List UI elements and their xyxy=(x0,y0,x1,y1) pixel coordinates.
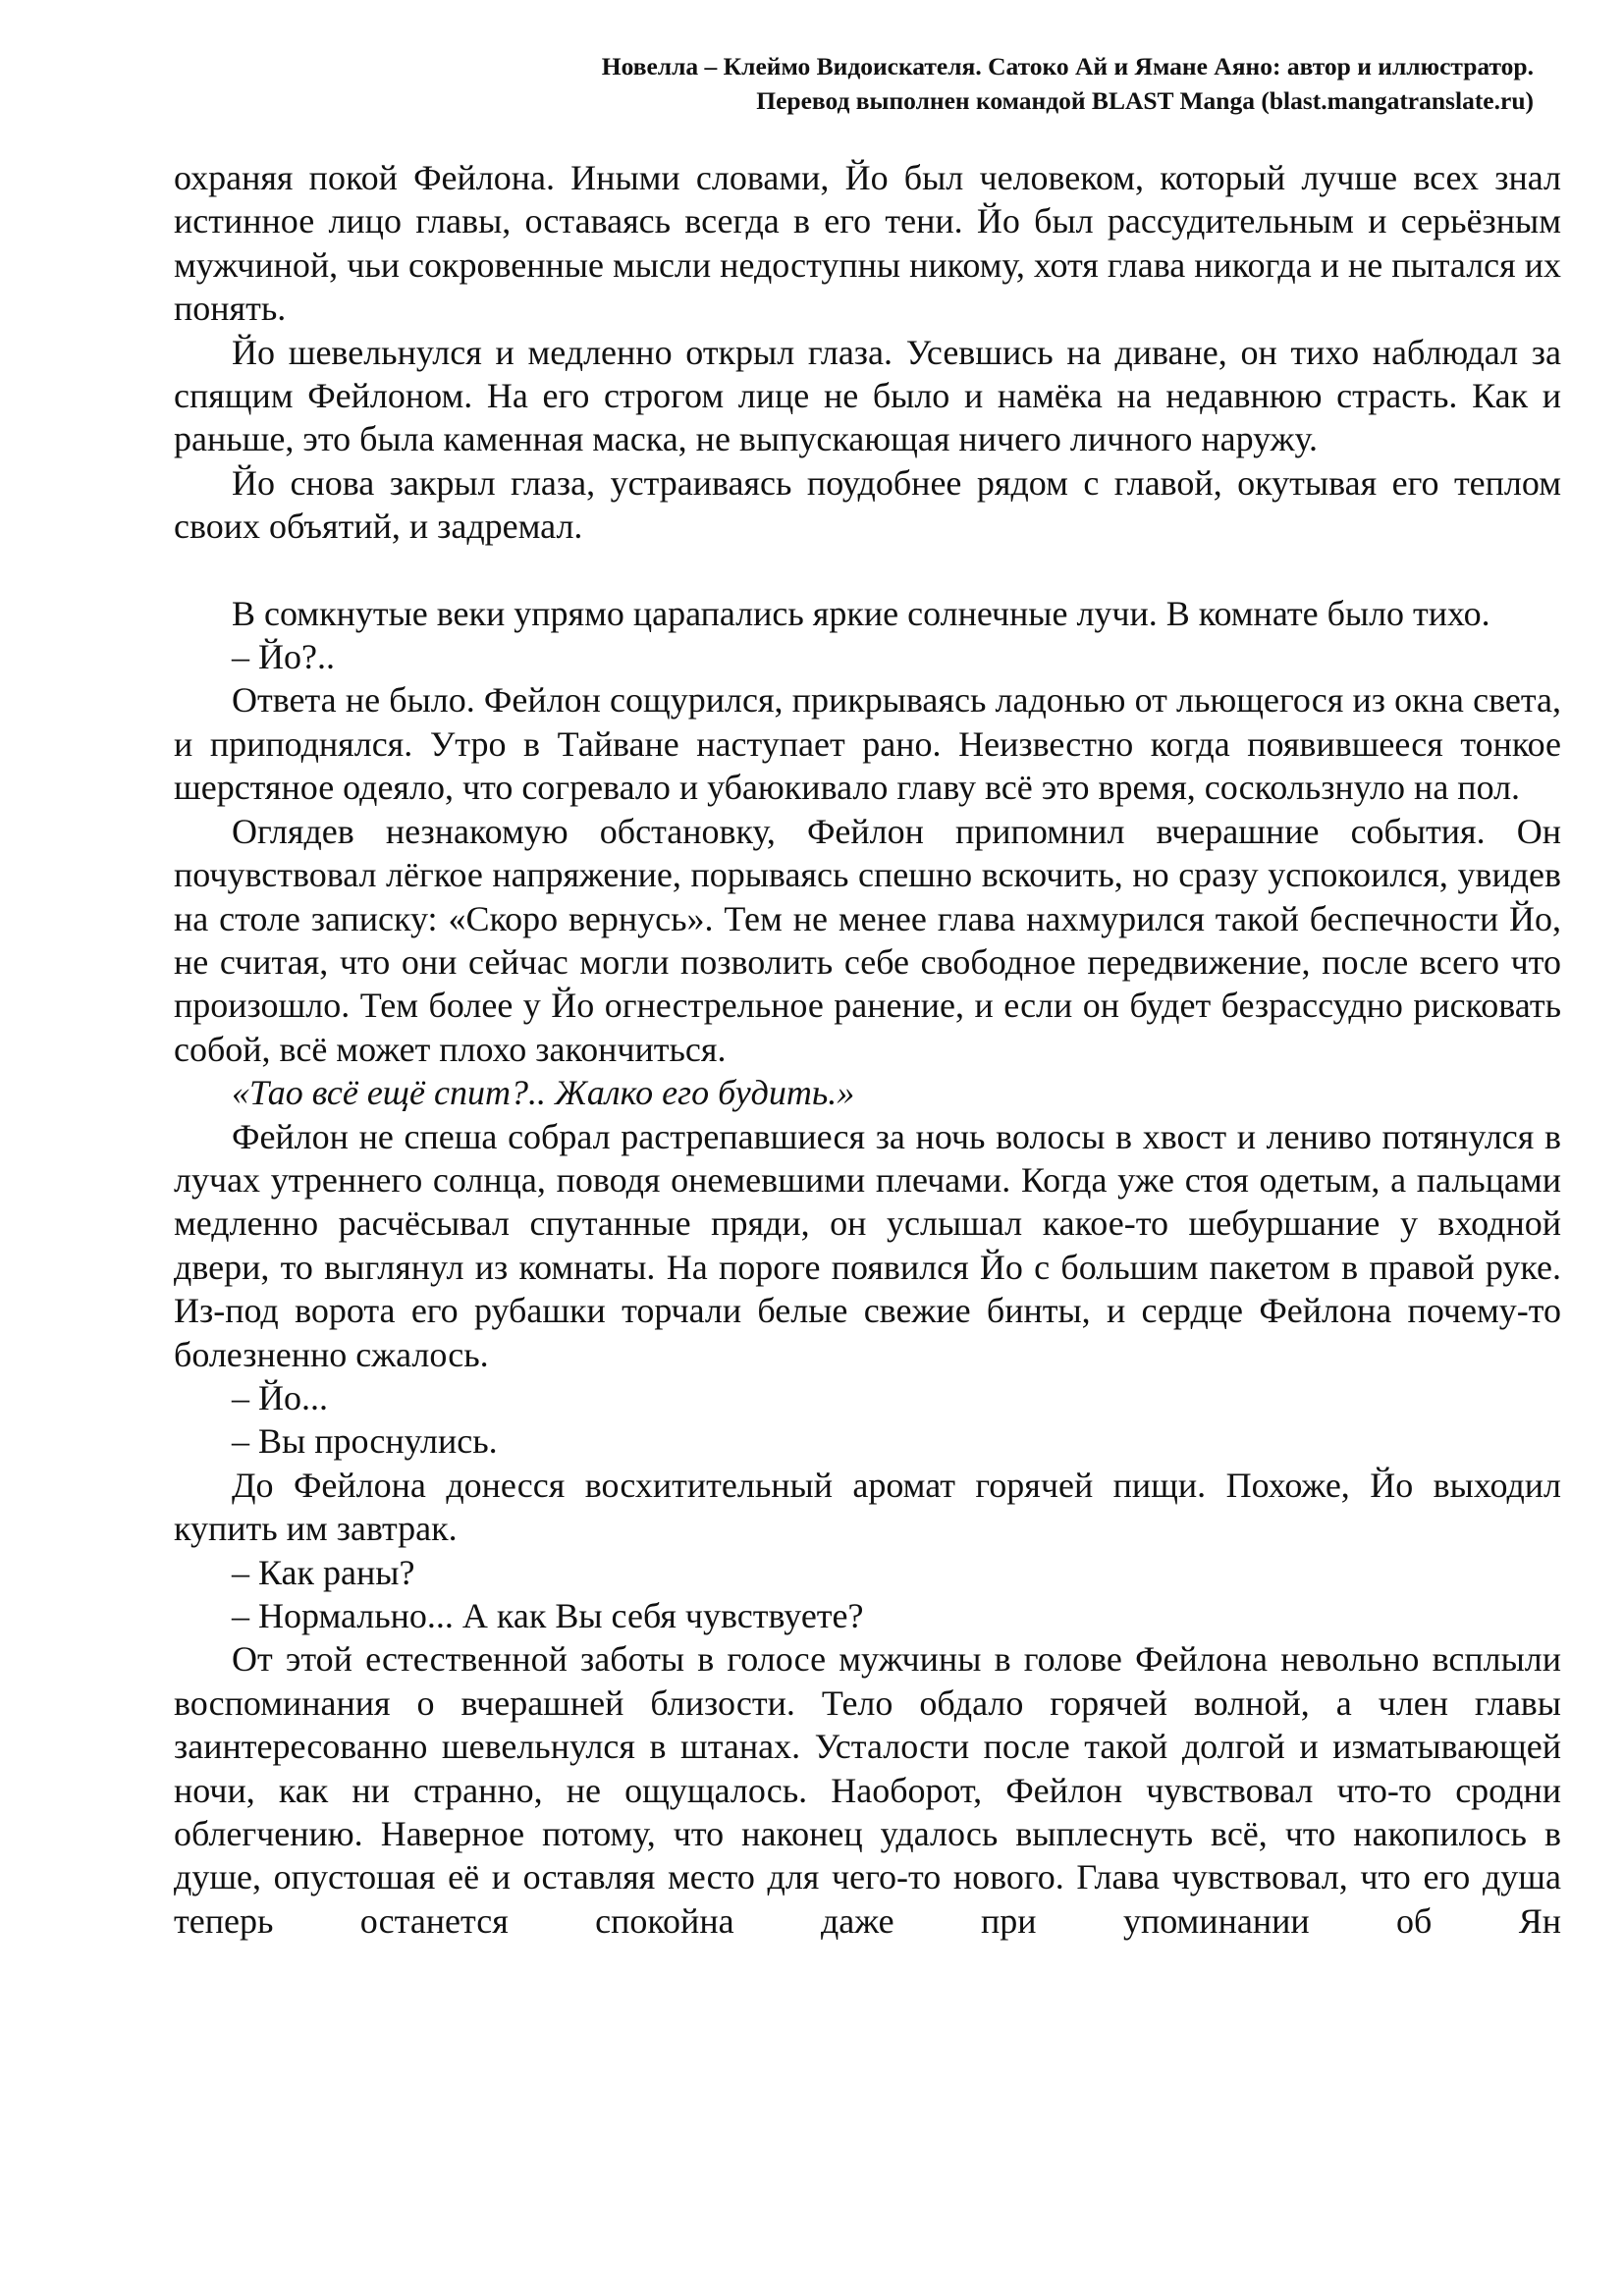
paragraph: От этой естественной заботы в голосе мужчины в голове Фейлона невольно всплыли воспоминания о вчерашней близости. Тело обдало горячей волной, а член главы заинтересованно шевельнулся в штанах. Усталости после такой долгой и изматывающей ночи, как ни странно, не ощущалось. Наоборот, Фейлон чувствовал что-то сродни облегчению. Наверное потому, что наконец удалось выплеснуть всё, что накопилось в душе, опустошая её и оставляя место для чего-то нового. Глава чувствовал, что его душа теперь останется спокойна даже при упоминании об Ян xyxy=(174,1639,1561,1941)
paragraph: Фейлон не спеша собрал растрепавшиеся за ночь волосы в хвост и лениво потянулся в лучах утреннего солнца, поводя онемевшими плечами. Когда уже стоя одетым, а пальцами медленно расчёсывал спутанные пряди, он услышал какое-то шебуршание у входной двери, то выглянул из комнаты. На пороге появился Йо с большим пакетом в правой руке. Из-под ворота его рубашки торчали белые свежие бинты, и сердце Фейлона почему-то болезненно сжалось. xyxy=(174,1116,1561,1374)
paragraph: охраняя покой Фейлона. Иными словами, Йо был человеком, который лучше всех знал истинное лицо главы, оставаясь всегда в его тени. Йо был рассудительным и серьёзным мужчиной, чьи сокровенные мысли недоступны никому, хотя глава никогда и не пытался их понять. xyxy=(174,158,1561,329)
paragraph: Йо снова закрыл глаза, устраиваясь поудобнее рядом с главой, окутывая его теплом своих объятий, и задремал. xyxy=(174,462,1561,547)
paragraph: В сомкнутые веки упрямо царапались яркие солнечные лучи. В комнате было тихо. xyxy=(232,593,1490,633)
novel-text xyxy=(174,156,1561,1943)
page-header xyxy=(159,49,1534,118)
dialogue-line: – Как раны? xyxy=(232,1552,415,1592)
paragraph: Йо шевельнулся и медленно открыл глаза. Усевшись на диване, он тихо наблюдал за спящим Фейлоном. На его строгом лице не было и намёка на недавнюю страсть. Как и раньше, это была каменная маска, не выпускающая ничего личного наружу. xyxy=(174,332,1561,459)
header-title-line: Новелла – Клеймо Видоискателя. Сатоко Ай и Ямане Аяно: автор и иллюстратор. xyxy=(601,52,1534,80)
paragraph: До Фейлона донесся восхитительный аромат горячей пищи. Похоже, Йо выходил купить им завтрак. xyxy=(174,1465,1561,1549)
dialogue-line: – Вы проснулись. xyxy=(232,1421,498,1462)
paragraph: Ответа не было. Фейлон сощурился, прикрываясь ладонью от льющегося из окна света, и приподнялся. Утро в Тайване наступает рано. Неизвестно когда появившееся тонкое шерстяное одеяло, что согревало и убаюкивало главу всё это время, соскользнуло на пол. xyxy=(174,680,1561,808)
dialogue-line: – Йо... xyxy=(232,1377,328,1417)
scene-break xyxy=(174,549,1561,592)
dialogue-line: – Йо?.. xyxy=(232,637,335,677)
paragraph: Оглядев незнакомую обстановку, Фейлон припомнил вчерашние события. Он почувствовал лёгкое напряжение, порываясь спешно вскочить, но сразу успокоился, увидев на столе записку: «Скоро вернусь». Тем не менее глава нахмурился такой беспечности Йо, не считая, что они сейчас могли позволить себе свободное передвижение, после всего что произошло. Тем более у Йо огнестрельное ранение, и если он будет безрассудно рисковать собой, всё может плохо закончиться. xyxy=(174,811,1561,1069)
dialogue-line: – Нормально... А как Вы себя чувствуете? xyxy=(232,1596,864,1635)
header-credits-line: Перевод выполнен командой BLAST Manga (blast.mangatranslate.ru) xyxy=(756,86,1534,115)
inner-thought: «Тао всё ещё спит?.. Жалко его будить.» xyxy=(232,1073,855,1113)
